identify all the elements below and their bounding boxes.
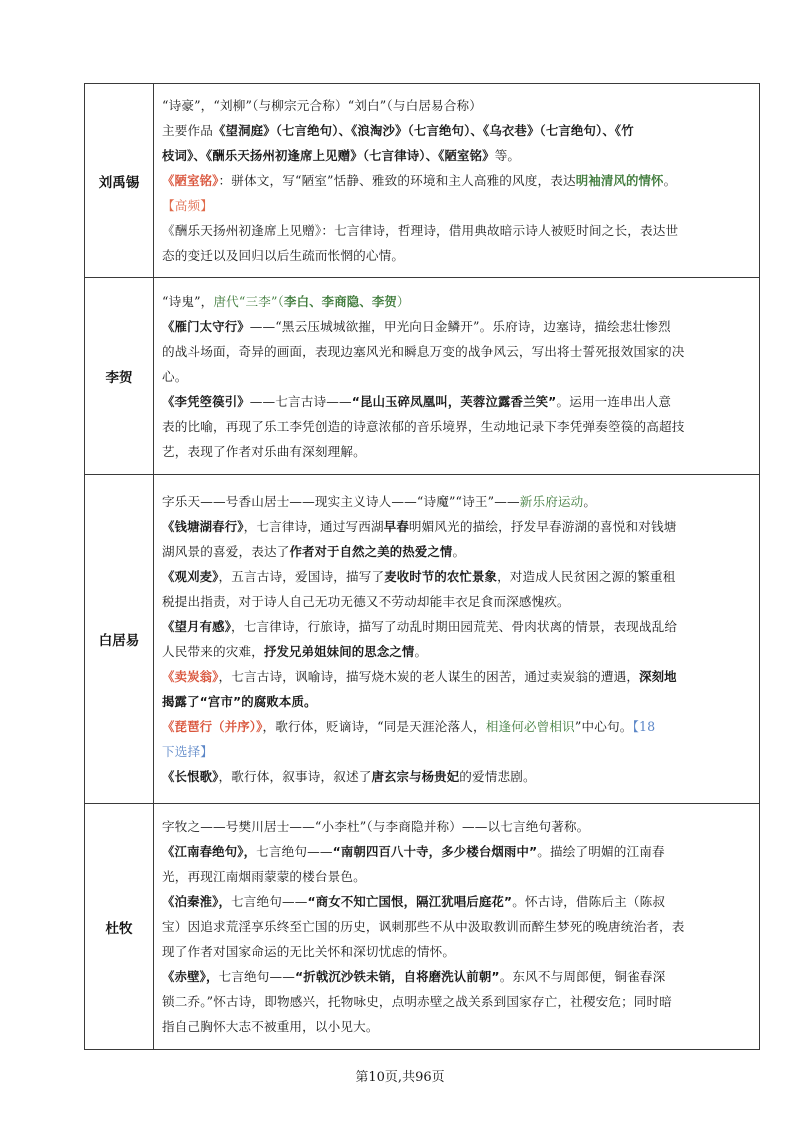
text-line [162, 839, 753, 864]
text-segment: 湖风景的喜爱，表达了 [162, 544, 290, 559]
text-line [162, 143, 753, 168]
text-segment: 唐代“三李”（ [213, 293, 285, 309]
text-line [162, 218, 753, 243]
text-segment: 抒发兄弟姐妹间的思念之情 [263, 644, 415, 659]
text-line [162, 243, 753, 268]
text-segment: 心。 [162, 368, 188, 384]
text-segment: 《泊秦淮》， [162, 894, 232, 909]
text-segment: 相逢何必曾相识 [485, 719, 575, 734]
text-line [162, 739, 753, 764]
poet-row [85, 84, 760, 278]
text-segment: 七言绝句—— [256, 844, 333, 859]
text-segment: 锁二乔。”怀古诗，即物感兴，托物咏史，点明赤壁之战关系到国家存亡，社稷安危；同时暗 [162, 994, 673, 1009]
text-segment: 态的变迁以及回归以后生疏而怅惘的心情。 [162, 248, 405, 263]
text-line [162, 489, 753, 514]
text-segment: 李白、李商隐、李贺 [284, 293, 397, 309]
poet-description [154, 475, 760, 804]
text-segment: 作者对于自然之美的热爱之情 [289, 544, 453, 559]
text-segment: 深刻地 [639, 669, 677, 684]
text-segment: （七言绝句）、《竹 [539, 123, 634, 138]
text-line [162, 439, 753, 464]
text-segment: 等。 [494, 148, 521, 163]
text-segment: 《赤壁》， [162, 969, 219, 984]
text-segment: ，歌行体，叙事诗，叙述了 [218, 769, 372, 784]
text-line [162, 314, 753, 339]
text-segment: 。怀古诗，借陈后主（陈叔 [512, 894, 666, 909]
text-segment: 《观刈麦》 [162, 569, 219, 584]
text-line [162, 889, 753, 914]
text-line [162, 939, 753, 964]
text-segment: 。东风不与周郎便，铜雀春深 [499, 969, 666, 984]
text-line [162, 289, 753, 314]
text-segment: 。 [583, 494, 597, 509]
text-segment: ——七言古诗—— [249, 393, 352, 409]
text-line [162, 764, 753, 789]
text-segment: ） [396, 293, 410, 309]
text-line [162, 514, 753, 539]
text-segment: 《李凭箜篌引》 [162, 393, 250, 409]
text-segment: 人民带来的灾难， [162, 644, 264, 659]
poet-row [85, 475, 760, 804]
text-segment: “诗豪”，“刘柳”（与柳宗元合称）“刘白”（与白居易合称） [162, 98, 483, 113]
text-segment: 《雁门太守行》 [162, 318, 250, 334]
text-segment: （七言绝句）、 [407, 123, 483, 138]
poet-row [85, 278, 760, 475]
text-segment: “折戟沉沙铁未销，自将磨洗认前朝” [294, 969, 500, 984]
text-segment: 下选择】 [162, 744, 213, 759]
poet-name: 白居易 [85, 475, 154, 804]
poet-description [154, 84, 760, 278]
text-segment: 宝）因追求荒淫享乐终至亡国的历史，讽刺那些不从中汲取教训而醉生梦死的晚唐统治者，表 [162, 919, 685, 934]
text-segment: 《浪淘沙》 [351, 123, 408, 138]
text-line [162, 339, 753, 364]
text-line [162, 118, 753, 143]
poet-name: 刘禹锡 [85, 84, 154, 278]
text-line [162, 964, 753, 989]
poets-table [84, 83, 760, 1050]
text-segment: 《望洞庭》 [212, 123, 276, 138]
text-segment: 《江南春绝句》， [162, 844, 257, 859]
text-segment: “南朝四百八十寺，多少楼台烟雨中” [332, 844, 538, 859]
text-segment: 《琵琶行（并序）》 [162, 719, 263, 734]
text-segment: 税提出指责，对于诗人自己无功无德又不劳动却能丰衣足食而深感愧疚。 [162, 594, 570, 609]
text-segment: 《乌衣巷》 [482, 123, 540, 138]
text-line [162, 539, 753, 564]
text-line [162, 168, 753, 193]
text-segment: 《钱塘湖春行》 [162, 519, 244, 534]
text-segment: 枝词》、《酬乐天扬州初逢席上见赠》（七言律诗）、《陋室铭》 [162, 148, 495, 163]
text-segment: 。运用一连串出人意 [556, 393, 672, 409]
text-segment: “诗鬼”， [162, 293, 214, 309]
text-line [162, 864, 753, 889]
text-segment: 【高频】 [162, 198, 213, 213]
text-segment: ，七言古诗，讽喻诗，描写烧木炭的老人谋生的困苦，通过卖炭翁的遭遇， [218, 669, 640, 684]
text-segment: 。 [452, 544, 466, 559]
text-segment: 。 [414, 644, 428, 659]
text-segment: 七言绝句—— [231, 894, 308, 909]
text-line [162, 914, 753, 939]
text-segment: ，七言律诗，行旅诗，描写了动乱时期田园荒芜、骨肉状离的情景，表现战乱给 [231, 619, 678, 634]
text-segment: 光，再现江南烟雨蒙蒙的楼台景色。 [162, 869, 366, 884]
text-segment: 。 [663, 173, 677, 188]
text-segment: 字乐天——号香山居士——现实主义诗人——“诗魔”“诗王”—— [162, 494, 520, 509]
text-segment: 《卖炭翁》 [162, 669, 219, 684]
text-segment: 表的比喻，再现了乐工李凭创造的诗意浓郁的音乐境界，生动地记录下李凭弹奏箜篌的高超技 [162, 418, 685, 434]
text-segment: ”中心句。 [574, 719, 633, 734]
text-segment: “昆山玉碎凤凰叫，芙蓉泣露香兰笑” [351, 393, 557, 409]
text-segment: 唐玄宗与杨贵妃 [371, 769, 460, 784]
text-segment: 现了作者对国家命运的无比关怀和深切忧虑的情怀。 [162, 944, 456, 959]
text-segment: （七言绝句）、 [275, 123, 352, 138]
text-segment: 的爱情悲剧。 [459, 769, 536, 784]
text-segment: 主要作品 [162, 123, 213, 138]
page-number: 第10页,共96页 [355, 1070, 445, 1085]
text-line [162, 664, 753, 689]
text-segment: 揭露了“宫市”的腐败本质。 [162, 694, 317, 709]
text-line [162, 193, 753, 218]
text-segment: “商女不知亡国恨，隔江犹唱后庭花” [307, 894, 513, 909]
text-segment: 。描绘了明媚的江南春 [537, 844, 665, 859]
text-segment: ：骈体文，写“陋室”恬静、雅致的环境和主人高雅的风度，表达 [218, 173, 576, 188]
text-segment: ，五言古诗，爱国诗，描写了 [218, 569, 385, 584]
text-segment: 指自己胸怀大志不被重用，以小见大。 [162, 1019, 379, 1034]
text-line [162, 814, 753, 839]
text-line [162, 989, 753, 1014]
text-line [162, 389, 753, 414]
text-line [162, 589, 753, 614]
text-segment: 麦收时节的农忙景象 [384, 569, 498, 584]
text-segment: 艺，表现了作者对乐曲有深刻理解。 [162, 443, 366, 459]
text-segment: 《陋室铭》 [162, 173, 219, 188]
text-segment: 《望月有感》 [162, 619, 232, 634]
text-segment: 早春 [383, 519, 409, 534]
text-segment: 七言绝句—— [218, 969, 295, 984]
text-segment: ，对造成人民贫困之源的繁重租 [497, 569, 676, 584]
poet-description [154, 804, 760, 1050]
text-segment: ，七言律诗，通过写西湖 [243, 519, 384, 534]
poet-description [154, 278, 760, 475]
text-segment: 的战斗场面，奇异的画面，表现边塞风光和瞬息万变的战争风云，写出将士誓死报效国家的决 [162, 343, 685, 359]
text-line [162, 689, 753, 714]
text-segment: 《酬乐天扬州初逢席上见赠》：七言律诗，哲理诗，借用典故暗示诗人被贬时间之长，表达世 [162, 223, 679, 238]
text-segment: 字牧之——号樊川居士——“小李杜”（与李商隐并称）——以七言绝句著称。 [162, 819, 590, 834]
text-line [162, 364, 753, 389]
text-line [162, 639, 753, 664]
poet-name: 李贺 [85, 278, 154, 475]
text-segment: 【18 [632, 719, 656, 734]
text-segment: 明袖清风的情怀 [575, 173, 664, 188]
text-line [162, 564, 753, 589]
text-segment: ，歌行体，贬谪诗，“同是天涯沦落人， [262, 719, 486, 734]
text-line [162, 93, 753, 118]
text-line [162, 414, 753, 439]
poet-name: 杜牧 [85, 804, 154, 1050]
text-segment: 明媚风光的描绘，抒发早春游湖的喜悦和对钱塘 [408, 519, 677, 534]
text-segment: 《长恨歌》 [162, 769, 219, 784]
text-line [162, 1014, 753, 1039]
text-line [162, 614, 753, 639]
text-segment: ——“黑云压城城欲摧，甲光向日金鳞开”。乐府诗，边塞诗，描绘悲壮惨烈 [249, 318, 671, 334]
text-line [162, 714, 753, 739]
poet-row [85, 804, 760, 1050]
text-segment: 新乐府运动 [519, 494, 584, 509]
